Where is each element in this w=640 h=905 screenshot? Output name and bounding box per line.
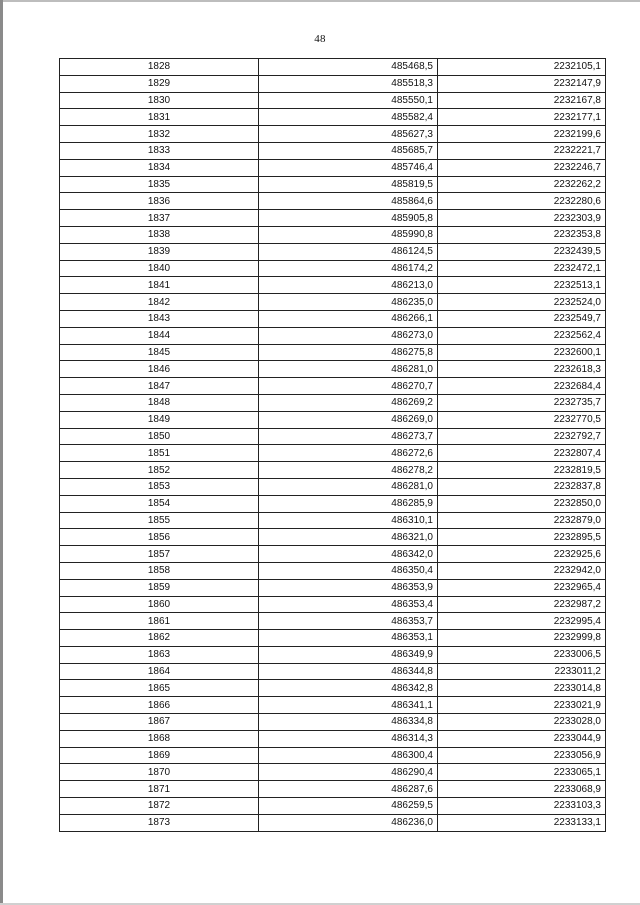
x-coordinate-cell: 485468,5 (259, 59, 438, 76)
table-row (60, 394, 606, 411)
table-row (60, 193, 606, 210)
y-coordinate-cell: 2232303,9 (438, 210, 606, 227)
y-coordinate-cell: 2232147,9 (438, 75, 606, 92)
point-number-cell: 1862 (60, 630, 259, 647)
table-row (60, 663, 606, 680)
point-number-cell: 1858 (60, 562, 259, 579)
table-row (60, 109, 606, 126)
point-number-cell: 1833 (60, 142, 259, 159)
x-coordinate-cell: 486213,0 (259, 277, 438, 294)
y-coordinate-cell: 2232995,4 (438, 613, 606, 630)
y-coordinate-cell: 2232987,2 (438, 596, 606, 613)
y-coordinate-cell: 2232199,6 (438, 126, 606, 143)
table-row (60, 176, 606, 193)
point-number-cell: 1839 (60, 243, 259, 260)
point-number-cell: 1867 (60, 714, 259, 731)
y-coordinate-cell: 2232807,4 (438, 445, 606, 462)
table-row (60, 327, 606, 344)
point-number-cell: 1869 (60, 747, 259, 764)
table-row (60, 277, 606, 294)
x-coordinate-cell: 486290,4 (259, 764, 438, 781)
y-coordinate-cell: 2232524,0 (438, 294, 606, 311)
table-row (60, 411, 606, 428)
table-row (60, 798, 606, 815)
point-number-cell: 1828 (60, 59, 259, 76)
x-coordinate-cell: 486287,6 (259, 781, 438, 798)
x-coordinate-cell: 485819,5 (259, 176, 438, 193)
table-row (60, 478, 606, 495)
x-coordinate-cell: 485582,4 (259, 109, 438, 126)
table-row (60, 126, 606, 143)
point-number-cell: 1829 (60, 75, 259, 92)
x-coordinate-cell: 486235,0 (259, 294, 438, 311)
table-row (60, 428, 606, 445)
y-coordinate-cell: 2232177,1 (438, 109, 606, 126)
x-coordinate-cell: 486341,1 (259, 697, 438, 714)
table-row (60, 747, 606, 764)
point-number-cell: 1848 (60, 394, 259, 411)
table-row (60, 613, 606, 630)
y-coordinate-cell: 2233021,9 (438, 697, 606, 714)
x-coordinate-cell: 485550,1 (259, 92, 438, 109)
x-coordinate-cell: 486353,4 (259, 596, 438, 613)
x-coordinate-cell: 486314,3 (259, 730, 438, 747)
table-row (60, 714, 606, 731)
table-row (60, 159, 606, 176)
y-coordinate-cell: 2232353,8 (438, 226, 606, 243)
x-coordinate-cell: 486310,1 (259, 512, 438, 529)
y-coordinate-cell: 2232735,7 (438, 394, 606, 411)
table-row (60, 75, 606, 92)
point-number-cell: 1873 (60, 814, 259, 831)
y-coordinate-cell: 2232262,2 (438, 176, 606, 193)
x-coordinate-cell: 485746,4 (259, 159, 438, 176)
y-coordinate-cell: 2232965,4 (438, 579, 606, 596)
point-number-cell: 1854 (60, 495, 259, 512)
table-row (60, 59, 606, 76)
y-coordinate-cell: 2233028,0 (438, 714, 606, 731)
point-number-cell: 1840 (60, 260, 259, 277)
y-coordinate-cell: 2233011,2 (438, 663, 606, 680)
x-coordinate-cell: 485864,6 (259, 193, 438, 210)
y-coordinate-cell: 2232246,7 (438, 159, 606, 176)
point-number-cell: 1830 (60, 92, 259, 109)
x-coordinate-cell: 486281,0 (259, 478, 438, 495)
x-coordinate-cell: 485990,8 (259, 226, 438, 243)
x-coordinate-cell: 486353,1 (259, 630, 438, 647)
point-number-cell: 1866 (60, 697, 259, 714)
point-number-cell: 1861 (60, 613, 259, 630)
point-number-cell: 1859 (60, 579, 259, 596)
y-coordinate-cell: 2232837,8 (438, 478, 606, 495)
x-coordinate-cell: 486321,0 (259, 529, 438, 546)
y-coordinate-cell: 2233044,9 (438, 730, 606, 747)
x-coordinate-cell: 486353,9 (259, 579, 438, 596)
table-row (60, 730, 606, 747)
point-number-cell: 1842 (60, 294, 259, 311)
x-coordinate-cell: 486236,0 (259, 814, 438, 831)
y-coordinate-cell: 2232618,3 (438, 361, 606, 378)
point-number-cell: 1851 (60, 445, 259, 462)
x-coordinate-cell: 485518,3 (259, 75, 438, 92)
x-coordinate-cell: 485905,8 (259, 210, 438, 227)
y-coordinate-cell: 2232472,1 (438, 260, 606, 277)
y-coordinate-cell: 2233065,1 (438, 764, 606, 781)
y-coordinate-cell: 2233103,3 (438, 798, 606, 815)
x-coordinate-cell: 486350,4 (259, 562, 438, 579)
point-number-cell: 1841 (60, 277, 259, 294)
table-row (60, 546, 606, 563)
table-row (60, 294, 606, 311)
x-coordinate-cell: 485627,3 (259, 126, 438, 143)
y-coordinate-cell: 2233056,9 (438, 747, 606, 764)
table-row (60, 462, 606, 479)
point-number-cell: 1847 (60, 378, 259, 395)
point-number-cell: 1863 (60, 646, 259, 663)
coordinates-table-body (60, 59, 606, 832)
scan-edge-top (0, 0, 640, 2)
y-coordinate-cell: 2232850,0 (438, 495, 606, 512)
point-number-cell: 1852 (60, 462, 259, 479)
x-coordinate-cell: 486275,8 (259, 344, 438, 361)
point-number-cell: 1849 (60, 411, 259, 428)
x-coordinate-cell: 486259,5 (259, 798, 438, 815)
point-number-cell: 1870 (60, 764, 259, 781)
y-coordinate-cell: 2233068,9 (438, 781, 606, 798)
table-row (60, 512, 606, 529)
x-coordinate-cell: 486285,9 (259, 495, 438, 512)
table-row (60, 92, 606, 109)
x-coordinate-cell: 486349,9 (259, 646, 438, 663)
table-row (60, 529, 606, 546)
table-row (60, 310, 606, 327)
x-coordinate-cell: 486300,4 (259, 747, 438, 764)
y-coordinate-cell: 2232819,5 (438, 462, 606, 479)
y-coordinate-cell: 2233133,1 (438, 814, 606, 831)
coordinates-table (59, 58, 606, 832)
point-number-cell: 1855 (60, 512, 259, 529)
y-coordinate-cell: 2232105,1 (438, 59, 606, 76)
y-coordinate-cell: 2233014,8 (438, 680, 606, 697)
table-row (60, 260, 606, 277)
x-coordinate-cell: 486273,7 (259, 428, 438, 445)
point-number-cell: 1836 (60, 193, 259, 210)
point-number-cell: 1834 (60, 159, 259, 176)
table-row (60, 344, 606, 361)
y-coordinate-cell: 2232221,7 (438, 142, 606, 159)
table-row (60, 142, 606, 159)
x-coordinate-cell: 486342,8 (259, 680, 438, 697)
y-coordinate-cell: 2232513,1 (438, 277, 606, 294)
x-coordinate-cell: 485685,7 (259, 142, 438, 159)
y-coordinate-cell: 2232895,5 (438, 529, 606, 546)
y-coordinate-cell: 2232280,6 (438, 193, 606, 210)
table-row (60, 646, 606, 663)
x-coordinate-cell: 486353,7 (259, 613, 438, 630)
x-coordinate-cell: 486174,2 (259, 260, 438, 277)
point-number-cell: 1838 (60, 226, 259, 243)
point-number-cell: 1872 (60, 798, 259, 815)
point-number-cell: 1843 (60, 310, 259, 327)
x-coordinate-cell: 486270,7 (259, 378, 438, 395)
page-number: 48 (314, 33, 326, 45)
y-coordinate-cell: 2232562,4 (438, 327, 606, 344)
point-number-cell: 1856 (60, 529, 259, 546)
point-number-cell: 1845 (60, 344, 259, 361)
x-coordinate-cell: 486278,2 (259, 462, 438, 479)
y-coordinate-cell: 2232167,8 (438, 92, 606, 109)
table-row (60, 445, 606, 462)
point-number-cell: 1844 (60, 327, 259, 344)
point-number-cell: 1868 (60, 730, 259, 747)
x-coordinate-cell: 486342,0 (259, 546, 438, 563)
y-coordinate-cell: 2232600,1 (438, 344, 606, 361)
point-number-cell: 1864 (60, 663, 259, 680)
point-number-cell: 1831 (60, 109, 259, 126)
point-number-cell: 1853 (60, 478, 259, 495)
point-number-cell: 1837 (60, 210, 259, 227)
point-number-cell: 1860 (60, 596, 259, 613)
table-row (60, 781, 606, 798)
y-coordinate-cell: 2232942,0 (438, 562, 606, 579)
table-row (60, 226, 606, 243)
table-row (60, 562, 606, 579)
table-row (60, 579, 606, 596)
table-row (60, 210, 606, 227)
point-number-cell: 1846 (60, 361, 259, 378)
table-row (60, 814, 606, 831)
table-row (60, 596, 606, 613)
x-coordinate-cell: 486266,1 (259, 310, 438, 327)
y-coordinate-cell: 2232684,4 (438, 378, 606, 395)
table-row (60, 697, 606, 714)
table-row (60, 495, 606, 512)
table-row (60, 378, 606, 395)
table-row (60, 243, 606, 260)
y-coordinate-cell: 2232549,7 (438, 310, 606, 327)
x-coordinate-cell: 486281,0 (259, 361, 438, 378)
x-coordinate-cell: 486272,6 (259, 445, 438, 462)
y-coordinate-cell: 2232879,0 (438, 512, 606, 529)
point-number-cell: 1871 (60, 781, 259, 798)
table-row (60, 764, 606, 781)
table-row (60, 680, 606, 697)
y-coordinate-cell: 2232439,5 (438, 243, 606, 260)
scan-edge-left (0, 0, 3, 905)
x-coordinate-cell: 486269,0 (259, 411, 438, 428)
point-number-cell: 1832 (60, 126, 259, 143)
x-coordinate-cell: 486273,0 (259, 327, 438, 344)
x-coordinate-cell: 486124,5 (259, 243, 438, 260)
x-coordinate-cell: 486344,8 (259, 663, 438, 680)
x-coordinate-cell: 486334,8 (259, 714, 438, 731)
point-number-cell: 1865 (60, 680, 259, 697)
y-coordinate-cell: 2232792,7 (438, 428, 606, 445)
point-number-cell: 1835 (60, 176, 259, 193)
y-coordinate-cell: 2232999,8 (438, 630, 606, 647)
y-coordinate-cell: 2233006,5 (438, 646, 606, 663)
table-row (60, 361, 606, 378)
table-row (60, 630, 606, 647)
point-number-cell: 1857 (60, 546, 259, 563)
point-number-cell: 1850 (60, 428, 259, 445)
x-coordinate-cell: 486269,2 (259, 394, 438, 411)
y-coordinate-cell: 2232925,6 (438, 546, 606, 563)
y-coordinate-cell: 2232770,5 (438, 411, 606, 428)
